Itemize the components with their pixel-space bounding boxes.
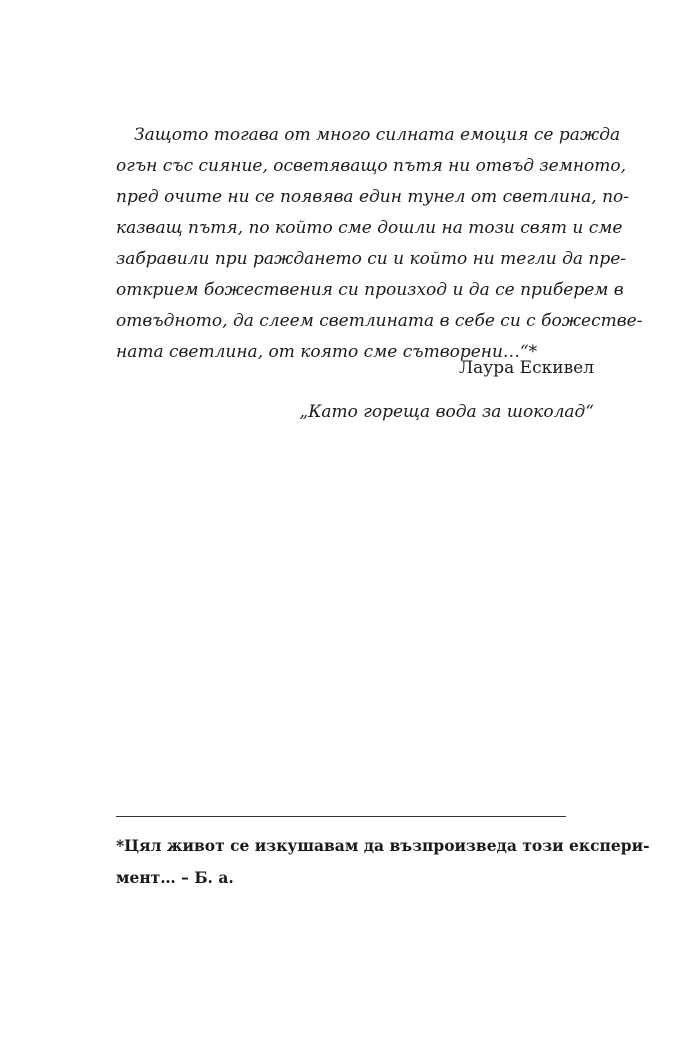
epigraph-book-title: „Като гореща вода за шоколад“ bbox=[299, 402, 594, 422]
epigraph-line: пред очите ни се появява един тунел от светлина, по- bbox=[116, 187, 630, 207]
epigraph-quote bbox=[116, 120, 643, 368]
epigraph-line: отвъдното, да слеем светлината в себе си с божестве- bbox=[116, 311, 643, 331]
epigraph-line: огън със сияние, осветяващо пътя ни отвъд земното, bbox=[116, 156, 627, 176]
footnote bbox=[116, 830, 650, 894]
epigraph-line: забравили при раждането си и който ни тегли да пре- bbox=[116, 249, 627, 269]
footnote-divider bbox=[116, 816, 566, 817]
footnote-line: мент… – Б. а. bbox=[116, 868, 234, 887]
epigraph-line: ната светлина, от която сме сътворени…“* bbox=[116, 342, 538, 362]
epigraph-line: казващ пътя, по който сме дошли на този свят и сме bbox=[116, 218, 623, 238]
epigraph-line: Защото тогава от много силната емоция се ражда bbox=[134, 125, 621, 145]
epigraph-line: открием божествения си произход и да се приберем в bbox=[116, 280, 624, 300]
epigraph-author: Лаура Ескивел bbox=[458, 358, 594, 378]
footnote-line: *Цял живот се изкушавам да възпроизведа този експери- bbox=[116, 836, 650, 855]
